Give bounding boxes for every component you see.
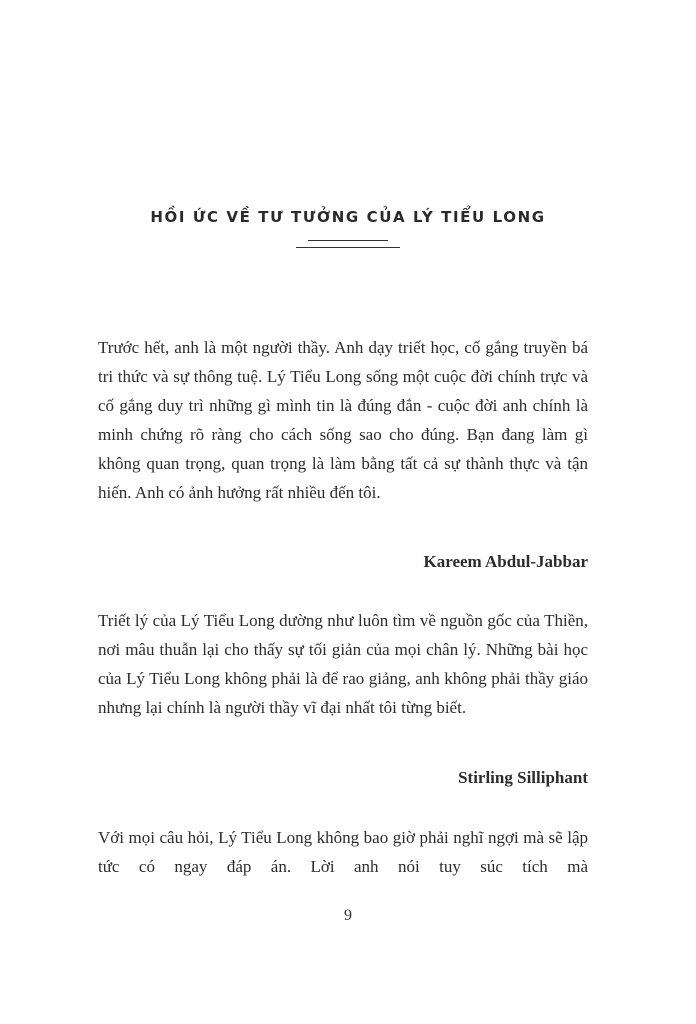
quote-author: Stirling Silliphant [458,768,588,787]
quote-text: Triết lý của Lý Tiểu Long dường như luôn tìm về nguồn gốc của Thiền, nơi mâu thuẫn lại cho thấy sự tối giản của mọi chân lý. Những bài học của Lý Tiểu Long không phải là để rao giảng, anh không phải thầy giáo nhưng lại chính là người thầy vĩ đại nhất tôi từng biết. [98,611,588,717]
quote-author-1 [98,547,588,576]
quote-text: Với mọi câu hỏi, Lý Tiểu Long không bao giờ phải nghĩ ngợi mà sẽ lập tức có ngay đáp án. Lời anh nói tuy súc tích mà [98,828,588,876]
chapter-title: HỒI ỨC VỀ TƯ TƯỞNG CỦA LÝ TIỂU LONG [150,208,546,226]
quote-block-3 [98,823,588,881]
quote-author: Kareem Abdul-Jabbar [423,552,588,571]
page-number: 9 [344,907,352,924]
quote-block-1 [98,333,588,507]
quote-author-2 [98,763,588,792]
quote-block-2 [98,606,588,722]
quote-text: Trước hết, anh là một người thầy. Anh dạy triết học, cố gắng truyền bá tri thức và sự thông tuệ. Lý Tiểu Long sống một cuộc đời chính trực và cố gắng duy trì những gì mình tin là đúng đắn - cuộc đời anh chính là minh chứng rõ ràng cho cách sống sao cho đúng. Bạn đang làm gì không quan trọng, quan trọng là làm bằng tất cả sự thành thực và tận hiến. Anh có ảnh hưởng rất nhiều đến tôi. [98,338,588,502]
